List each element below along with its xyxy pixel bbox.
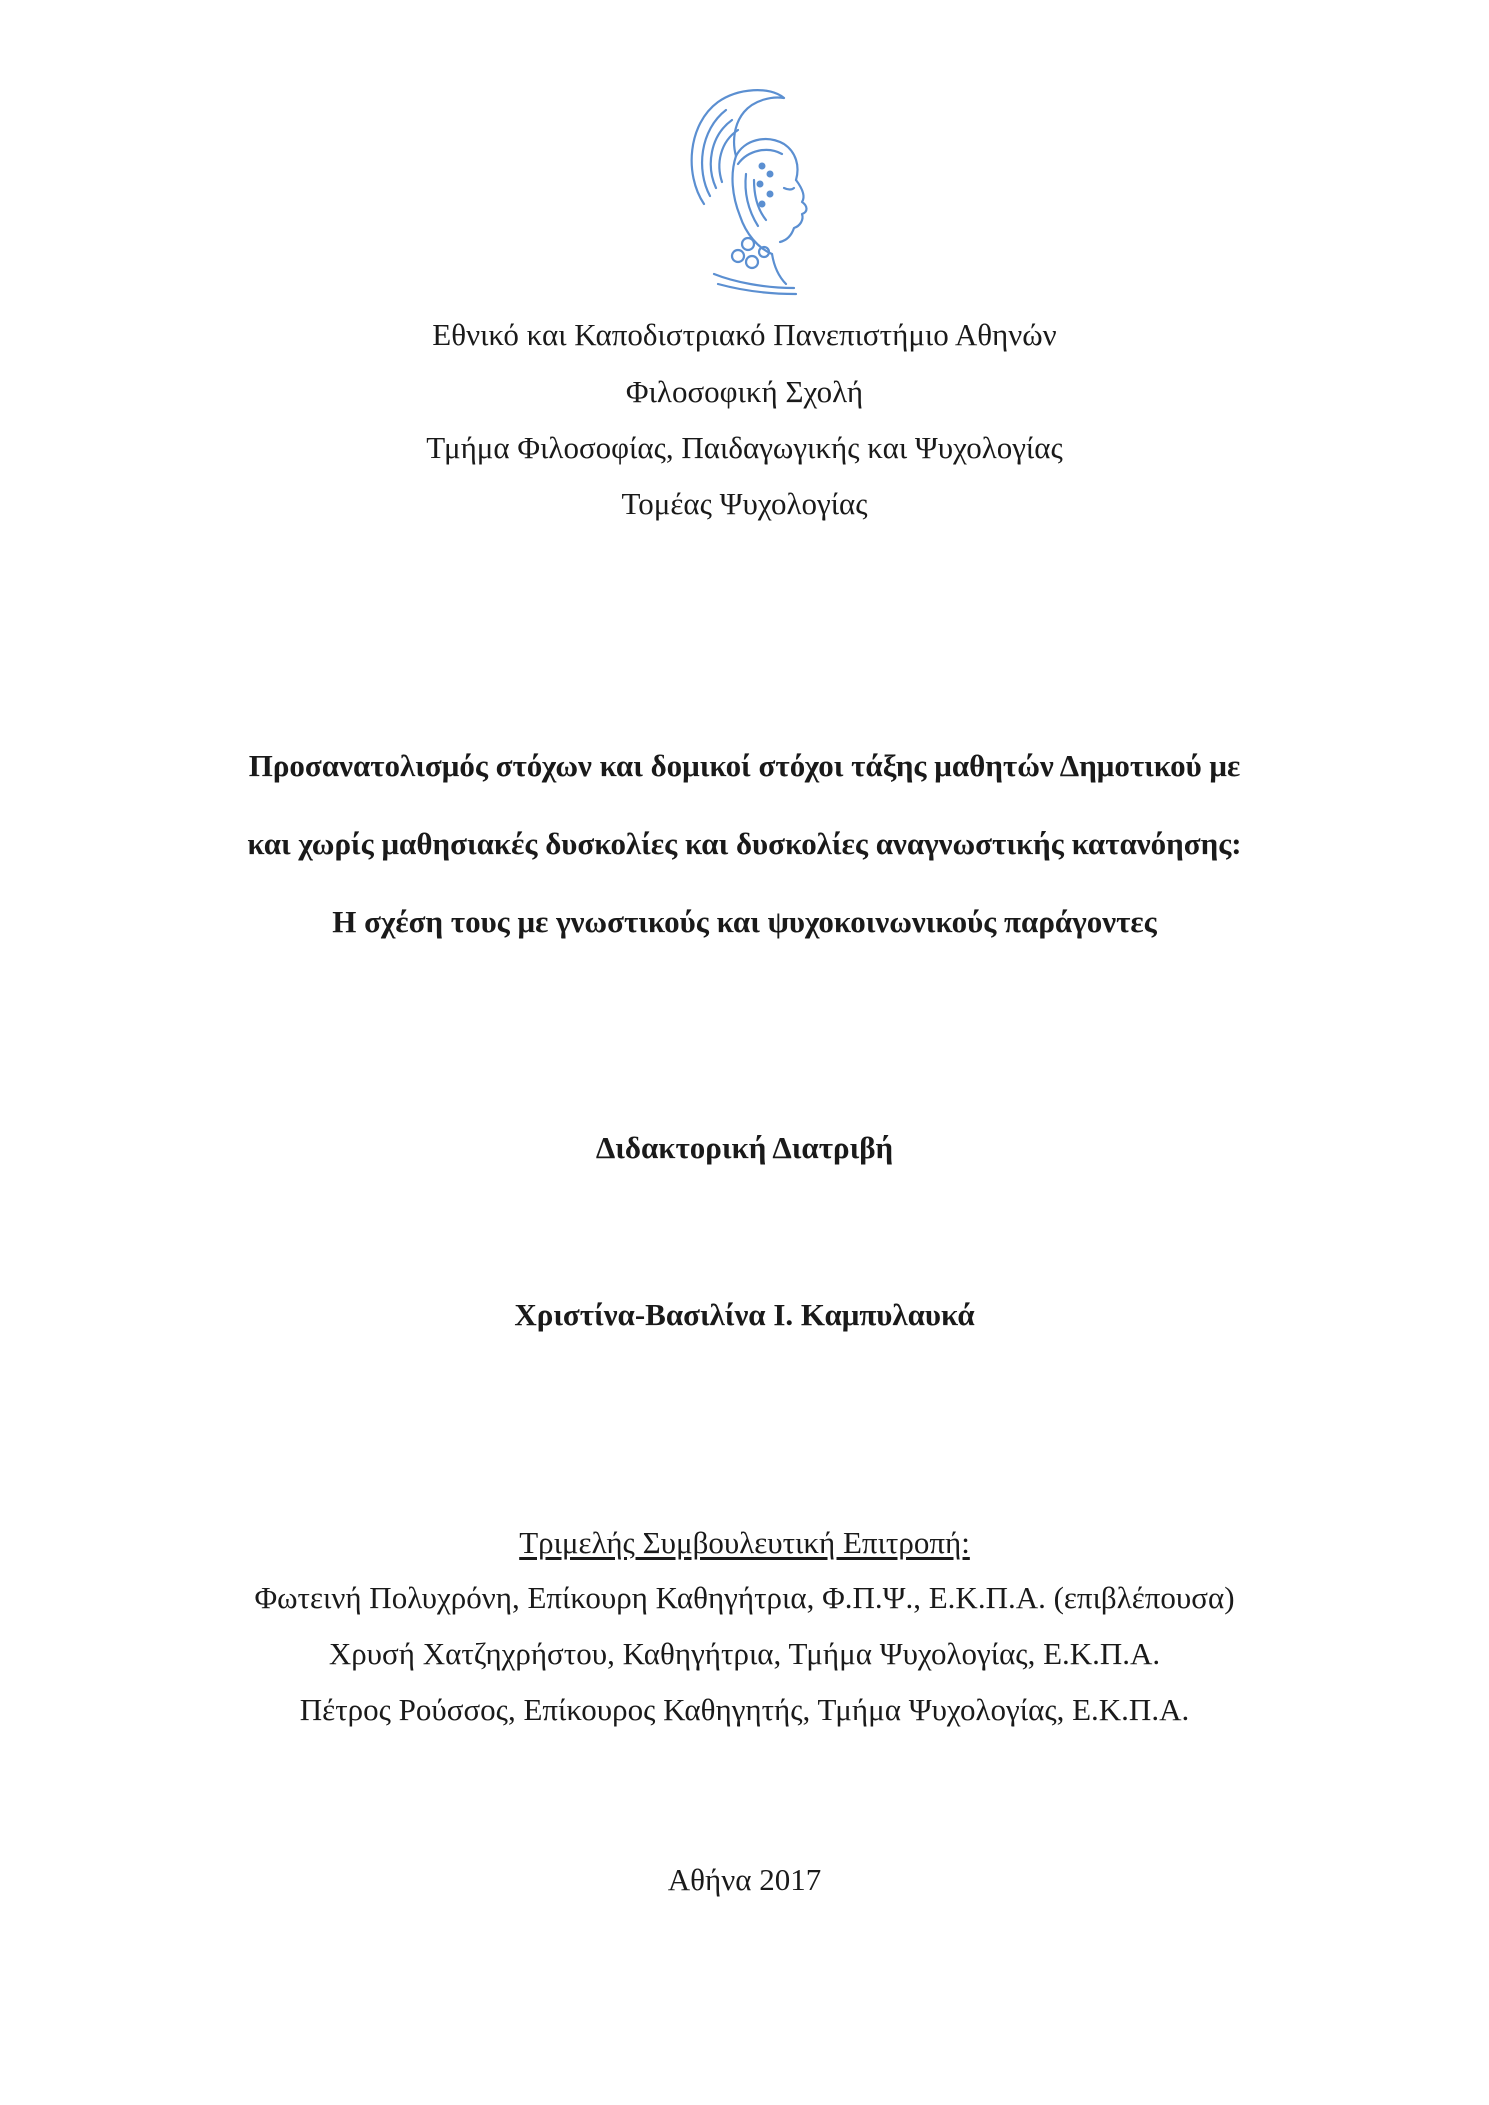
sector-name: Τομέας Ψυχολογίας	[621, 486, 868, 521]
committee-member: Φωτεινή Πολυχρόνη, Επίκουρη Καθηγήτρια, Φ.Π.Ψ., Ε.Κ.Π.Α. (επιβλέπουσα)	[254, 1580, 1235, 1615]
school-name: Φιλοσοφική Σχολή	[625, 374, 864, 409]
university-name: Εθνικό και Καποδιστριακό Πανεπιστήμιο Αθηνών	[432, 317, 1057, 352]
place-year: Αθήνα 2017	[667, 1862, 822, 1897]
committee-member: Χρυσή Χατζηχρήστου, Καθηγήτρια, Τμήμα Ψυχολογίας, Ε.Κ.Π.Α.	[328, 1636, 1161, 1671]
thesis-title-line-2: και χωρίς μαθησιακές δυσκολίες και δυσκολίες αναγνωστικής κατανόησης:	[247, 826, 1242, 861]
committee-member: Πέτρος Ρούσσος, Επίκουρος Καθηγητής, Τμήμα Ψυχολογίας, Ε.Κ.Π.Α.	[299, 1692, 1190, 1727]
thesis-title-line-1: Προσανατολισμός στόχων και δομικοί στόχοι τάξης μαθητών Δημοτικού με	[248, 748, 1241, 783]
department-name: Τμήμα Φιλοσοφίας, Παιδαγωγικής και Ψυχολογίας	[426, 430, 1063, 465]
author-name: Χριστίνα-Βασιλίνα Ι. Καμπυλαυκά	[514, 1297, 975, 1332]
document-type: Διδακτορική Διατριβή	[595, 1130, 894, 1165]
thesis-title-line-3: Η σχέση τους με γνωστικούς και ψυχοκοινωνικούς παράγοντες	[332, 904, 1157, 939]
committee-heading-text: Τριμελής Συμβουλευτική Επιτροπή:	[519, 1525, 970, 1560]
athena-head-emblem-icon	[674, 84, 820, 298]
committee-heading	[0, 1525, 1489, 1561]
